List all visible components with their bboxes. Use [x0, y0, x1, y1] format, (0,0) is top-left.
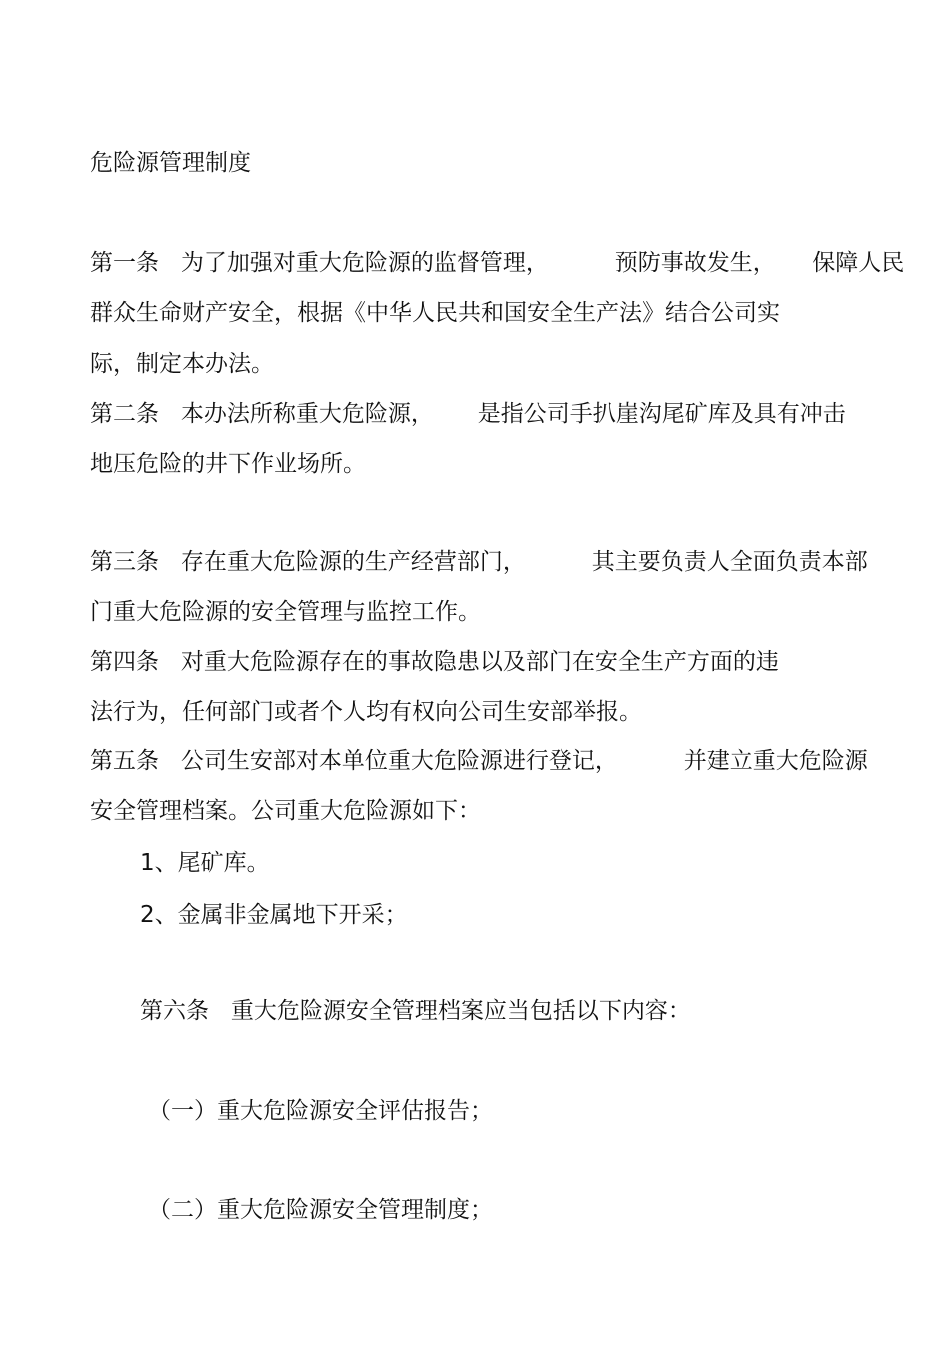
list-item-2: 2、金属非金属地下开采； — [140, 902, 408, 928]
article-5-line-2: 安全管理档案。公司重大危险源如下： — [90, 798, 481, 824]
article-1-line-1: 第一条 为了加强对重大危险源的监督管理， 预防事故发生， 保障人民 — [90, 250, 905, 276]
list-item-1: 1、尾矿库。 — [140, 850, 270, 876]
article-6-line-1: 第六条 重大危险源安全管理档案应当包括以下内容： — [140, 998, 691, 1024]
article-1-line-2: 群众生命财产安全，根据《中华人民共和国安全生产法》结合公司实 — [90, 300, 780, 326]
article-1-line-3: 际，制定本办法。 — [90, 351, 274, 377]
content-item-2: （二）重大危险源安全管理制度； — [148, 1197, 493, 1223]
article-5-line-1: 第五条 公司生安部对本单位重大危险源进行登记， 并建立重大危险源 — [90, 748, 868, 774]
article-2-line-1: 第二条 本办法所称重大危险源， 是指公司手扒崖沟尾矿库及具有冲击 — [90, 401, 846, 427]
article-4-line-2: 法行为，任何部门或者个人均有权向公司生安部举报。 — [90, 699, 642, 725]
document-title: 危险源管理制度 — [90, 150, 251, 176]
article-3-line-2: 门重大危险源的安全管理与监控工作。 — [90, 599, 481, 625]
article-4-line-1: 第四条 对重大危险源存在的事故隐患以及部门在安全生产方面的违 — [90, 649, 779, 675]
article-2-line-2: 地压危险的井下作业场所。 — [90, 451, 366, 477]
content-item-1: （一）重大危险源安全评估报告； — [148, 1098, 493, 1124]
article-3-line-1: 第三条 存在重大危险源的生产经营部门， 其主要负责人全面负责本部 — [90, 549, 868, 575]
